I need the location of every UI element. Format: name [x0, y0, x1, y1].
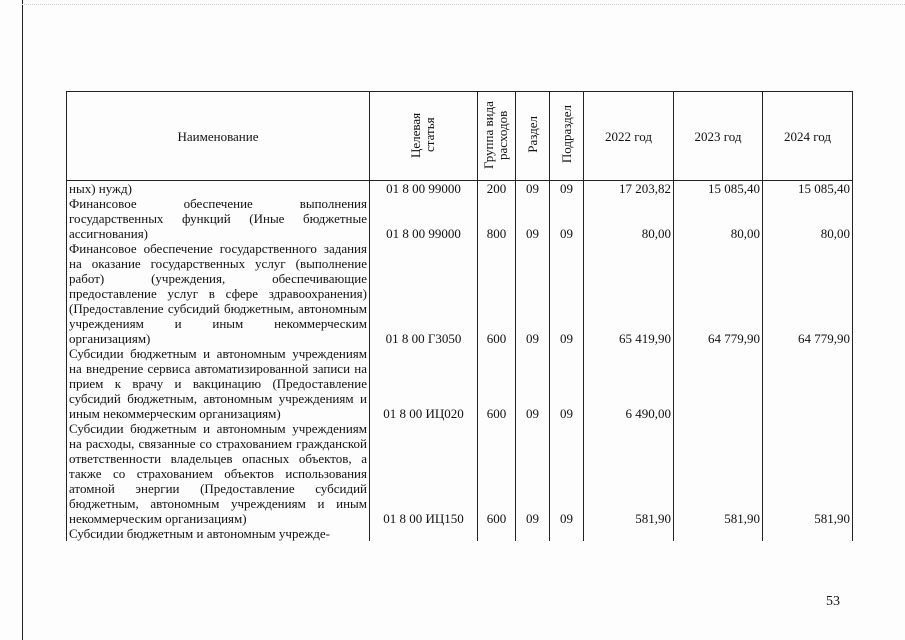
row-name: Финансовое обеспечение государственного задания на оказание государственных услуг (выполнение работ) (учреждения, обеспечивающие предоставление услуг в сфере здравоохранения) (Предоставление субсидий бюджетным, автономным учреждениям и иным некоммерческим организациям) [67, 241, 370, 346]
row-group: 800 [478, 196, 516, 241]
row-2022: 581,90 [584, 421, 674, 526]
row-target: 01 8 00 ИЦ020 [370, 346, 478, 421]
row-subsection: 09 [550, 181, 584, 197]
header-2023: 2023 год [674, 92, 763, 181]
row-name: Субсидии бюджетным и автономным учрежде- [67, 526, 370, 541]
row-section [516, 526, 550, 541]
row-2023 [674, 346, 763, 421]
header-expense-group [478, 92, 516, 181]
row-2022: 80,00 [584, 196, 674, 241]
header-subsection-label: Подраздел [558, 105, 574, 164]
row-2023: 64 779,90 [674, 241, 763, 346]
row-2024: 581,90 [763, 421, 853, 526]
header-expense-group-label: Группа вида расходов [480, 100, 510, 169]
row-2023 [674, 526, 763, 541]
row-section: 09 [516, 241, 550, 346]
row-group: 600 [478, 346, 516, 421]
row-subsection: 09 [550, 346, 584, 421]
row-target: 01 8 00 99000 [370, 196, 478, 241]
row-2022: 6 490,00 [584, 346, 674, 421]
row-2022 [584, 526, 674, 541]
table-row [67, 421, 853, 526]
row-target: 01 8 00 Г3050 [370, 241, 478, 346]
table-row [67, 346, 853, 421]
row-2022: 17 203,82 [584, 181, 674, 197]
header-2024: 2024 год [763, 92, 853, 181]
row-name: ных) нужд) [67, 181, 370, 197]
header-subsection [550, 92, 584, 181]
table-header-row [67, 92, 853, 181]
header-2022: 2022 год [584, 92, 674, 181]
table-row [67, 196, 853, 241]
row-section: 09 [516, 181, 550, 197]
row-2024: 15 085,40 [763, 181, 853, 197]
row-section: 09 [516, 196, 550, 241]
row-subsection [550, 526, 584, 541]
row-section: 09 [516, 346, 550, 421]
header-target [370, 92, 478, 181]
row-2024: 64 779,90 [763, 241, 853, 346]
row-subsection: 09 [550, 196, 584, 241]
row-group: 600 [478, 421, 516, 526]
row-target: 01 8 00 99000 [370, 181, 478, 197]
row-name: Финансовое обеспечение выполнения государственных функций (Иные бюджетные ассигнования) [67, 196, 370, 241]
row-target [370, 526, 478, 541]
table-row [67, 181, 853, 197]
row-2023: 581,90 [674, 421, 763, 526]
scan-edge [22, 4, 905, 5]
page-number: 53 [826, 594, 840, 609]
row-group: 200 [478, 181, 516, 197]
row-name: Субсидии бюджетным и автономным учреждениям на расходы, связанные со страхованием гражданской ответственности владельцев опасных объектов, а также со страхованием объектов использования атомной энергии (Предоставление субсидий бюджетным, автономным учреждениям и иным некоммерческим организациям) [67, 421, 370, 526]
row-2024 [763, 526, 853, 541]
row-2024: 80,00 [763, 196, 853, 241]
row-group: 600 [478, 241, 516, 346]
header-section [516, 92, 550, 181]
row-2024 [763, 346, 853, 421]
row-target: 01 8 00 ИЦ150 [370, 421, 478, 526]
page-margin-line [22, 0, 23, 640]
row-name: Субсидии бюджетным и автономным учреждениям на внедрение сервиса автоматизированной записи на прием к врачу и вакцинацию (Предоставление субсидий бюджетным, автономным учреждениям и иным некоммерческим организациям) [67, 346, 370, 421]
header-name: Наименование [67, 92, 370, 181]
row-subsection: 09 [550, 421, 584, 526]
row-group [478, 526, 516, 541]
table-row [67, 526, 853, 541]
row-2023: 15 085,40 [674, 181, 763, 197]
row-subsection: 09 [550, 241, 584, 346]
budget-table [66, 91, 853, 541]
row-2023: 80,00 [674, 196, 763, 241]
row-2022: 65 419,90 [584, 241, 674, 346]
header-section-label: Раздел [524, 116, 540, 153]
row-section: 09 [516, 421, 550, 526]
table-row [67, 241, 853, 346]
header-target-label: Целевая статья [407, 111, 437, 158]
